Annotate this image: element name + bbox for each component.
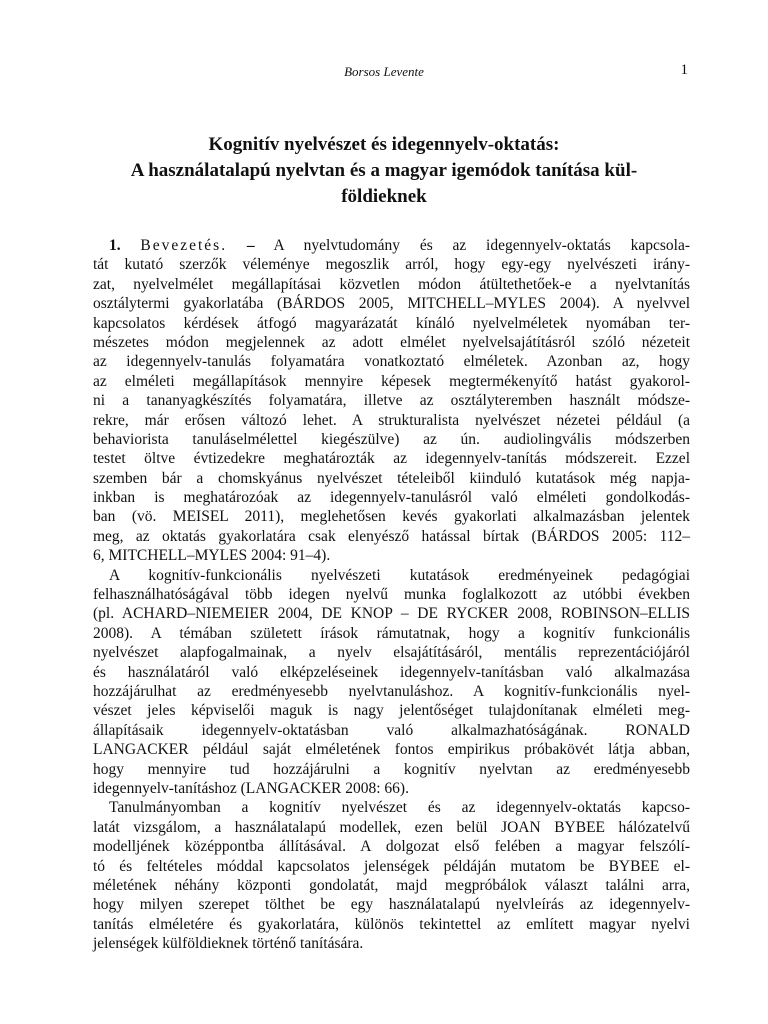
page-number: 1 xyxy=(680,62,688,78)
body-line: méletének néhány központi gondolatát, majd megpróbálok választ találni arra, xyxy=(93,876,690,894)
body-line: ni a tananyagkészítés folyamatára, illetve az osztályteremben használt módsze- xyxy=(93,392,690,410)
body-line: ban (vö. MEISEL 2011), meglehetősen kevés gyakorlati alkalmazásban jelentek xyxy=(93,508,690,526)
body-line: (pl. ACHARD–NIEMEIER 2004, DE KNOP – DE RYCKER 2008, ROBINSON–ELLIS xyxy=(93,605,690,623)
title-line-1: Kognitív nyelvészet és idegennyelv-oktatás: xyxy=(208,134,560,155)
title-line-3: földieknek xyxy=(341,186,427,207)
section-heading: Bevezetés. xyxy=(140,237,228,254)
body-line: LANGACKER például saját elméletének fontos empirikus próbakövét látja abban, xyxy=(93,741,690,759)
body-line: és használatáról való elképzeléseinek idegennyelv-tanításban való alkalmazása xyxy=(93,663,690,681)
body-line: mészetes módon megjelennek az adott elmélet nyelvelsajátításról szóló nézeteit xyxy=(93,333,690,351)
title-line-2: A használatalapú nyelvtan és a magyar igemódok tanítása kül- xyxy=(130,160,638,181)
body-line: hozzájárulhat az eredményesebb nyelvtanuláshoz. A kognitív-funkcionális nyel- xyxy=(93,682,690,700)
body-text xyxy=(93,236,690,953)
body-line: osztálytermi gyakorlatába (BÁRDOS 2005, MITCHELL–MYLES 2004). A nyelvvel xyxy=(93,295,690,313)
body-line: behaviorista tanuláselmélettel kiegészülve) az ún. audiolingvális módszerben xyxy=(93,430,690,448)
body-line: testet öltve évtizedekre meghatározták az idegennyelv-tanítás módszereit. Ezzel xyxy=(93,450,690,468)
body-line: hogy mennyire tud hozzájárulni a kognitív nyelvtan az eredményesebb xyxy=(93,760,690,778)
body-line: állapításaik idegennyelv-oktatásban való alkalmazhatóságának. RONALD xyxy=(93,721,690,739)
body-line: 6, MITCHELL–MYLES 2004: 91–4). xyxy=(93,547,331,565)
body-line: A nyelvtudomány és az idegennyelv-oktatás kapcsola- xyxy=(273,237,690,254)
section-number: 1. xyxy=(109,237,121,254)
section-dash: – xyxy=(246,237,255,254)
body-line: tanítás elméletére és gyakorlatára, különös tekintettel az említett magyar nyelvi xyxy=(93,915,690,933)
body-line: tó és feltételes móddal kapcsolatos jelenségek példáján mutatom be BYBEE el- xyxy=(93,857,690,875)
body-line: latát vizsgálom, a használatalapú modellek, ezen belül JOAN BYBEE hálózatelvű xyxy=(93,818,690,836)
body-line: az idegennyelv-tanulás folyamatára vonatkoztató elméletek. Azonban az, hogy xyxy=(93,353,690,371)
body-line: meg, az oktatás gyakorlatára csak elenyésző hatással bírtak (BÁRDOS 2005: 112– xyxy=(93,527,690,545)
body-line: felhasználhatóságával több idegen nyelvű munka foglalkozott az utóbbi években xyxy=(93,586,690,604)
body-line: tát kutató szerzők véleménye megoszlik arról, hogy egy-egy nyelvészeti irány- xyxy=(93,256,690,274)
body-line: rekre, már erősen változó lehet. A strukturalista nyelvészet nézetei például (a xyxy=(93,411,690,429)
body-line: az elméleti megállapítások mennyire képesek megtermékenyítő hatást gyakorol- xyxy=(93,372,690,390)
body-line: kapcsolatos kérdések átfogó magyarázatát kínáló nyelvelméletek nyomában ter- xyxy=(93,314,690,332)
paper-title xyxy=(80,132,688,210)
body-line: idegennyelv-tanításhoz (LANGACKER 2008: 66). xyxy=(93,779,409,797)
body-line: jelenségek külföldieknek történő tanítására. xyxy=(93,935,364,953)
body-line: szemben bár a chomskyánus nyelvészet tételeiből kiinduló kutatások még napja- xyxy=(93,469,690,487)
body-line: 2008). A témában született írások rámutatnak, hogy a kognitív funkcionális xyxy=(93,624,690,642)
body-line: A kognitív-funkcionális nyelvészeti kutatások eredményeinek pedagógiai xyxy=(109,566,690,584)
body-line: inkban is meghatározóak az idegennyelv-tanulásról való elméleti gondolkodás- xyxy=(93,489,690,507)
body-line: modelljének középpontba állításával. A dolgozat első felében a magyar felszólí- xyxy=(93,838,690,856)
body-line: Tanulmányomban a kognitív nyelvészet és az idegennyelv-oktatás kapcso- xyxy=(109,799,690,817)
body-line: hogy milyen szerepet tölthet be egy használatalapú nyelvleírás az idegennyelv- xyxy=(93,896,690,914)
body-line: vészet jeles képviselői maguk is nagy jelentőséget tulajdonítanak elméleti meg- xyxy=(93,702,690,720)
section-first-line xyxy=(93,236,690,255)
running-head-author: Borsos Levente xyxy=(344,64,424,79)
body-line: nyelvészet alapfogalmainak, a nyelv elsajátításáról, mentális reprezentációjáról xyxy=(93,644,690,662)
body-line: zat, nyelvelmélet megállapításai közvetlen módon átültethetőek-e a nyelvtanítás xyxy=(93,275,690,293)
